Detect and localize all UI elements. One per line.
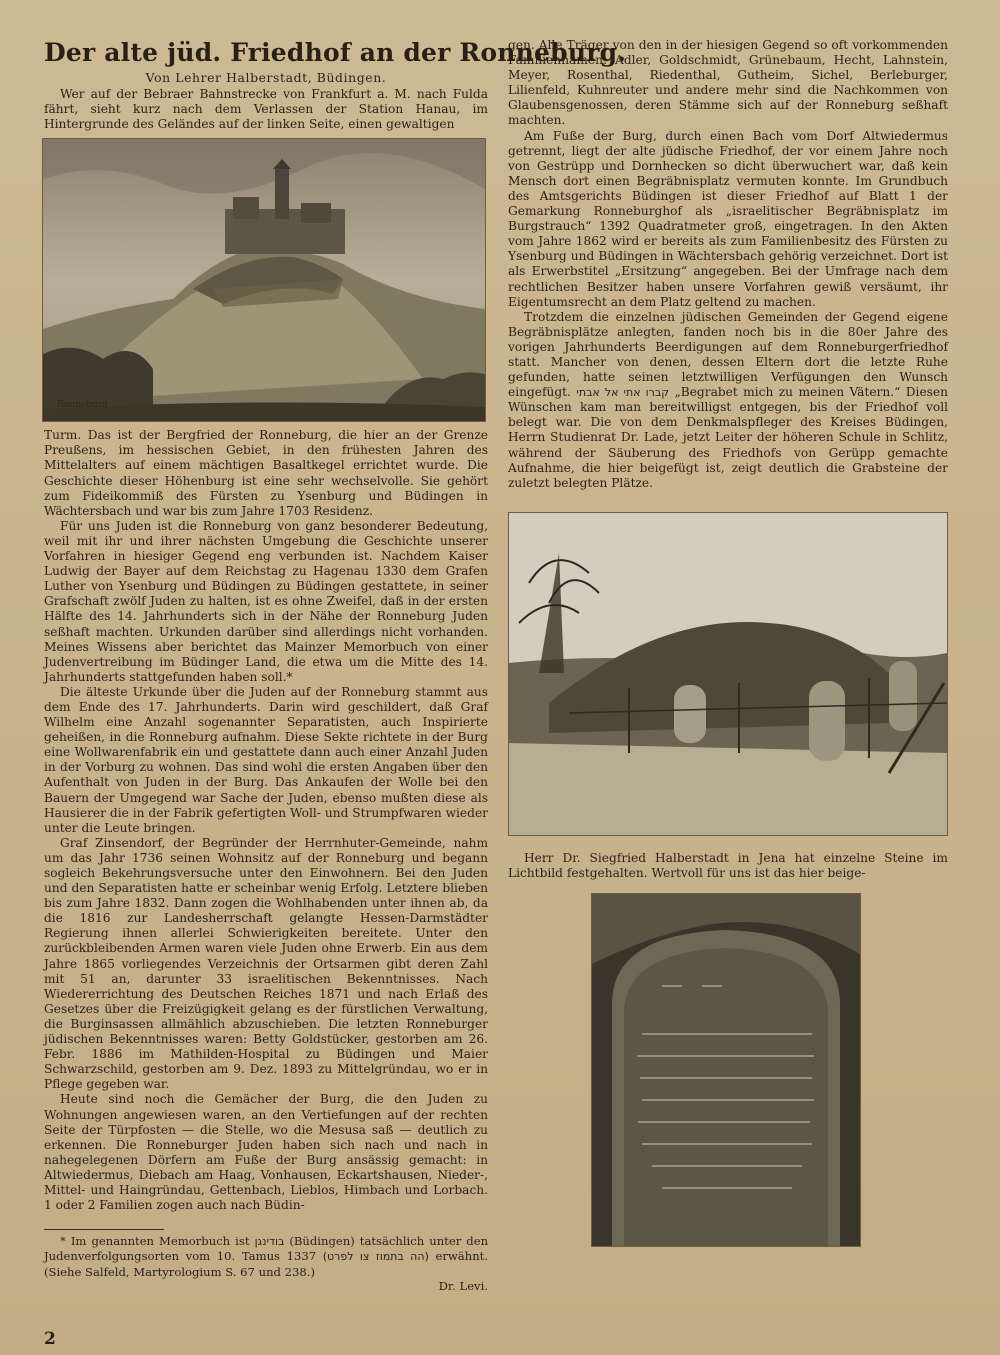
footnote-signature: Dr. Levi. xyxy=(438,1279,488,1294)
cemetery-photograph xyxy=(508,512,948,836)
body-paragraph-2: Für uns Juden ist die Ronneburg von ganz besonderer Bedeutung, weil mit ihr und ihrer nächsten Umgebung die Geschichte unserer Vorfahren in hiesiger Gegend eng verbunden ist. Nachdem Kaiser Ludwig der Bayer auf dem Reichstag zu Hagenau 1330 dem Grafen Luther von Ysenburg und Büdingen zu Büdingen gestattete, in seiner Grafschaft zwölf Juden zu halten, ist es ohne Zweifel, daß in der ersten Hälfte des 14. Jahrhunderts sich in der Nähe der Ronneburg Juden seßhaft machten. Urkunden darüber sind allerdings nicht vorhanden. Meines Wissens aber berichtet das Mainzer Memorbuch von einer Judenvertreibung im Büdinger Land, die etwa um die Mitte des 14. Jahrhunderts stattgefunden haben soll.* xyxy=(44,518,488,684)
body-paragraph-4: Graf Zinsendorf, der Begründer der Herrnhuter-Gemeinde, nahm um das Jahr 1736 seinen Wohnsitz auf der Ronneburg und begann sogleich Bekehrungsversuche unter den Einwohnern. Bei den Juden und den Separatisten hatte er scheinbar wenig Erfolg. Letztere blieben bis zum Jahre 1832. Dann zogen die Wohlhabenden unter ihnen ab, da die 1816 zur Landesherrschaft gelangte Hessen-Darmstädter Regierung ihnen allerlei Schwierigkeiten bereitete. Unter den zurückbleibenden Armen waren viele Juden ohne Erwerb. Ein aus dem Jahre 1865 vorliegendes Verzeichnis der Ortsarmen gibt deren Zahl mit 51 an, darunter 33 israelitischen Bekenntnisses. Nach Wiedererrichtung des Deutschen Reiches 1871 und nach Erlaß des Gesetzes über die Freizügigkeit gelang es der fürstlichen Verwaltung, die Burginsassen allmählich abzuschieben. Die letzten Ronneburger jüdischen Bekenntnisses waren: Betty Goldstücker, gestorben am 26. Febr. 1886 im Mathilden-Hospital zu Büdingen und Maier Schwarzschild, gestorben am 9. Dez. 1893 zu Mittelgründau, wo er in Pflege gegeben war. xyxy=(44,835,488,1092)
footnote-divider xyxy=(44,1229,164,1230)
footnote-hebrew-date: (הה בתמוז צו לפרט) xyxy=(322,1250,429,1264)
page-number: 2 xyxy=(44,1329,56,1349)
right-paragraph-2: Am Fuße der Burg, durch einen Bach vom Dorf Altwiedermus getrennt, liegt der alte jüdische Friedhof, der vor einem Jahre noch von Gestrüpp und Dornhecken so dicht überwuchert war, daß kein Mensch dort einen Begräbnisplatz vermuten konnte. Im Grundbuch des Amtsgerichts Büdingen ist dieser Friedhof auf Blatt 1 der Gemarkung Ronneburghof als „israelitischer Begräbnisplatz im Burgstrauch“ 1392 Quadratmeter groß, eingetragen. In den Akten vom Jahre 1862 wird er bereits als zum Familienbesitz des Fürsten zu Ysenburg und Büdingen in Wächtersbach gehörig verzeichnet. Dort ist als Erwerbstitel „Ersitzung“ angegeben. Bei der Umfrage nach dem rechtlichen Besitzer haben unsere Vorfahren gewiß versäumt, ihr Eigentumsrecht an dem Platz geltend zu machen. xyxy=(508,128,948,309)
photo-caption-text xyxy=(508,851,948,881)
right-column xyxy=(508,38,948,491)
body-paragraph-3: Die älteste Urkunde über die Juden auf der Ronneburg stammt aus dem Ende des 17. Jahrhunderts. Darin wird geschildert, daß Graf Wilhelm eine Anzahl sogenannter Separatisten, auch Inspirierte geheißen, in die Ronneburg aufnahm. Diese Sekte richtete in der Burg eine Wollwarenfabrik ein und gestattete dann auch einer Anzahl Juden in der Vorburg zu wohnen. Das sind wohl die ersten Angaben über den Aufenthalt von Juden in der Burg. Das Ankaufen der Wolle bei den Bauern der Umgegend war Sache der Juden, ebenso mußten diese als Hausierer die in der Fabrik gefertigten Woll- und Strumpfwaren wieder unter die Leute bringen. xyxy=(44,684,488,835)
right-paragraph-3-text: Trotzdem die einzelnen jüdischen Gemeinden der Gegend eigene Begräbnisplätze anlegten, fanden noch bis in die 80er Jahre des vorigen Jahrhunderts Beerdigungen auf dem Ronneburgerfriedhof statt. Mancher von denen, dessen Eltern dort die letzte Ruhe gefunden, hatte seinen letztwilligen Verfügungen den Wunsch eingefügt. xyxy=(508,309,948,400)
castle-drawing xyxy=(43,139,485,421)
body-paragraph-5: Heute sind noch die Gemächer der Burg, die den Juden zu Wohnungen angewiesen waren, an den Vertiefungen auf der rechten Seite der Türpfosten — die Stelle, wo die Mesusa saß — deutlich zu erkennen. Die Ronneburger Juden haben sich nach und nach in nahegelegenen Dörfern am Fuße der Burg ansässig gemacht: in Altwiedermus, Diebach am Haag, Vonhausen, Eckartshausen, Nieder-, Mittel- und Haingründau, Gettenbach, Lieblos, Himbach und Lorbach. 1 oder 2 Familien zogen auch nach Büdin- xyxy=(44,1092,488,1213)
footnote-part-1: * Im genannten Memorbuch ist xyxy=(60,1234,250,1248)
right-paragraph-3 xyxy=(508,310,948,491)
footnote-part-2: (Büdingen) tatsächlich unter den Judenverfolgungsorten vom 10. Tamus 1337 xyxy=(44,1234,489,1264)
article-byline: Von Lehrer Halberstadt, Büdingen. xyxy=(145,70,387,85)
hebrew-quote: קברו אתי אל אבתי xyxy=(576,386,669,400)
intro-paragraph: Wer auf der Bebraer Bahnstrecke von Frankfurt a. M. nach Fulda fährt, sieht kurz nach dem Verlassen der Station Hanau, im Hintergrunde des Geländes auf der linken Seite, einen gewaltigen xyxy=(44,87,488,132)
ronneburg-castle-illustration xyxy=(42,138,486,422)
footnote xyxy=(44,1234,488,1294)
cemetery-photo-drawing xyxy=(509,513,947,835)
gravestone-drawing xyxy=(592,894,860,1246)
body-paragraph-1: Turm. Das ist der Bergfried der Ronneburg, die hier an der Grenze Preußens, im hessischen Gebiet, in den frühesten Jahren des Mittelalters auf einem mächtigen Basaltkegel errichtet wurde. Die Geschichte dieser Höhenburg ist eine sehr wechselvolle. Sie gehört zum Fideikommiß des Fürsten zu Ysenburg und Büdingen in Wächtersbach und war bis zum Jahre 1703 Residenz. xyxy=(44,428,488,518)
footnote-part-3: erwähnt. (Siehe Salfeld, Martyrologium S. 67 und 238.) xyxy=(44,1249,489,1279)
right-paragraph-3-cont: „Begrabet mich zu meinen Vätern.“ Diesen Wünschen kam man bereitwilligst entgegen, bis der Friedhof voll belegt war. Die von dem Denkmalspfleger des Kreises Büdingen, Herrn Studienrat Dr. Lade, jetzt Leiter der höheren Schule in Schlitz, während der Säuberung des Friedhofs von Gerüpp gemachte Aufnahme, die hier beigefügt ist, zeigt deutlich die Grabsteine der zuletzt belegten Plätze. xyxy=(508,385,948,490)
article-title: Der alte jüd. Friedhof an der Ronneburg. xyxy=(44,38,627,67)
castle-signature: Ronneburg xyxy=(57,400,108,411)
caption-paragraph: Herr Dr. Siegfried Halberstadt in Jena hat einzelne Steine im Lichtbild festgehalten. Wertvoll für uns ist das hier beige- xyxy=(508,851,948,881)
footnote-text xyxy=(44,1234,488,1294)
footnote-hebrew-city: בודינגן xyxy=(254,1235,285,1248)
gravestone-photograph xyxy=(591,893,861,1247)
right-paragraph-1: gen. Alle Träger von den in der hiesigen Gegend so oft vorkommenden Familiennamen: Adler, Goldschmidt, Grünebaum, Hecht, Lahnstein, Meyer, Rosenthal, Riedenthal, Gutheim, Sichel, Berleburger, Lilienfeld, Kuhnreuter und andere mehr sind die Nachkommen von Glaubensgenossen, deren Stämme sich auf der Ronneburg seßhaft machten. xyxy=(508,38,948,128)
